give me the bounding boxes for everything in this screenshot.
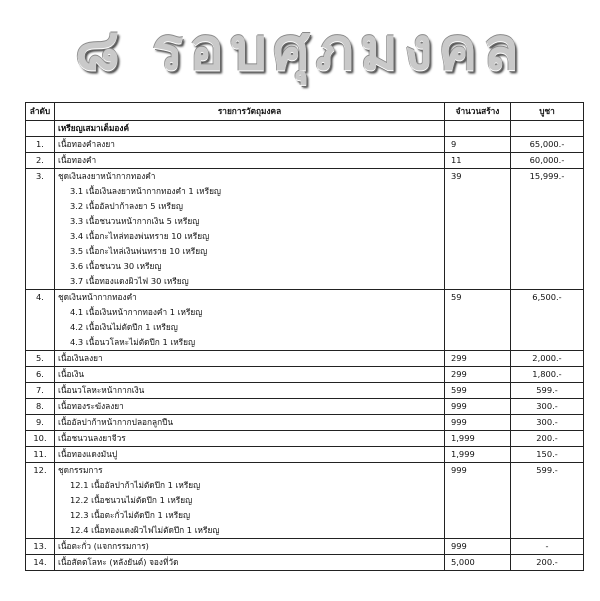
row-number: 1. <box>26 137 55 153</box>
row-number: 14. <box>26 555 55 571</box>
item-name: เนื้อเงิน <box>58 369 85 379</box>
row-quantity: 299 <box>445 367 511 383</box>
row-number: 10. <box>26 431 55 447</box>
row-item <box>55 153 445 169</box>
row-quantity: 1,999 <box>445 431 511 447</box>
header-item: รายการวัตถุมงคล <box>55 103 445 121</box>
row-number: 9. <box>26 415 55 431</box>
row-price: 200.- <box>511 555 584 571</box>
sub-item: 3.2 เนื้ออัลปาก้าลงยา 5 เหรียญ <box>70 201 183 211</box>
table-row <box>26 169 584 290</box>
item-name: เนื้อเงินลงยา <box>58 353 103 363</box>
item-name: ชุดกรรมการ <box>58 465 103 475</box>
row-price: 1,800.- <box>511 367 584 383</box>
table-body <box>26 121 584 571</box>
header-price: บูชา <box>511 103 584 121</box>
sub-item: 3.7 เนื้อทองแดงผิวไฟ 30 เหรียญ <box>70 276 189 286</box>
header-no: ลำดับ <box>26 103 55 121</box>
row-item <box>55 367 445 383</box>
item-name: ชุดเงินลงยาหน้ากากทองคำ <box>58 171 156 181</box>
table-row <box>26 383 584 399</box>
item-name: เนื้อตะกั่ว (แจกกรรมการ) <box>58 541 149 551</box>
row-quantity: 59 <box>445 290 511 351</box>
table-row <box>26 539 584 555</box>
row-quantity: 1,999 <box>445 447 511 463</box>
group-label: เหรียญเสมาเต็มองค์ <box>55 121 445 137</box>
header-qty: จำนวนสร้าง <box>445 103 511 121</box>
row-item <box>55 463 445 539</box>
sub-item: 3.6 เนื้อชนวน 30 เหรียญ <box>70 261 162 271</box>
row-number: 3. <box>26 169 55 290</box>
sub-item: 12.1 เนื้ออัลปาก้าไม่ตัดปีก 1 เหรียญ <box>70 480 201 490</box>
row-item <box>55 447 445 463</box>
table-row <box>26 137 584 153</box>
row-number: 4. <box>26 290 55 351</box>
sub-item: 12.4 เนื้อทองแดงผิวไฟไม่ตัดปีก 1 เหรียญ <box>70 525 220 535</box>
row-price: 300.- <box>511 415 584 431</box>
table-row <box>26 367 584 383</box>
row-number: 11. <box>26 447 55 463</box>
row-price: 65,000.- <box>511 137 584 153</box>
row-quantity: 9 <box>445 137 511 153</box>
sub-item: 3.4 เนื้อกะไหล่ทองพ่นทราย 10 เหรียญ <box>70 231 210 241</box>
page-title: ๘ รอบศุภมงคล <box>75 15 525 83</box>
table-row <box>26 447 584 463</box>
table-row <box>26 290 584 351</box>
row-item <box>55 415 445 431</box>
row-number: 8. <box>26 399 55 415</box>
item-name: เนื้อทองระฆังลงยา <box>58 401 124 411</box>
item-name: เนื้อชนวนลงยาจีวร <box>58 433 126 443</box>
row-price: 599.- <box>511 383 584 399</box>
row-quantity: 599 <box>445 383 511 399</box>
row-item <box>55 539 445 555</box>
row-price: 15,999.- <box>511 169 584 290</box>
item-name: เนื้อสัตตโลหะ (หลังยันต์) จองที่วัด <box>58 557 179 567</box>
item-name: ชุดเงินหน้ากากทองคำ <box>58 292 137 302</box>
item-name: เนื้อทองคำลงยา <box>58 139 115 149</box>
row-price: - <box>511 539 584 555</box>
row-price: 150.- <box>511 447 584 463</box>
item-name: เนื้อนวโลหะหน้ากากเงิน <box>58 385 145 395</box>
table-row <box>26 153 584 169</box>
row-quantity: 11 <box>445 153 511 169</box>
item-name: เนื้ออัลปาก้าหน้ากากปลอกลูกปืน <box>58 417 174 427</box>
row-price: 300.- <box>511 399 584 415</box>
row-number: 2. <box>26 153 55 169</box>
sub-item: 3.1 เนื้อเงินลงยาหน้ากากทองคำ 1 เหรียญ <box>70 186 222 196</box>
row-quantity: 299 <box>445 351 511 367</box>
row-quantity: 5,000 <box>445 555 511 571</box>
table-header-row <box>26 103 584 121</box>
amulet-table <box>25 102 584 571</box>
sub-item: 12.2 เนื้อชนวนไม่ตัดปีก 1 เหรียญ <box>70 495 193 505</box>
table-row <box>26 351 584 367</box>
row-quantity: 999 <box>445 415 511 431</box>
row-number: 13. <box>26 539 55 555</box>
row-item <box>55 383 445 399</box>
sub-item: 4.1 เนื้อเงินหน้ากากทองคำ 1 เหรียญ <box>70 307 203 317</box>
sub-item: 3.3 เนื้อชนวนหน้ากากเงิน 5 เหรียญ <box>70 216 200 226</box>
row-price: 599.- <box>511 463 584 539</box>
table-row <box>26 555 584 571</box>
sub-item: 4.2 เนื้อเงินไม่ตัดปีก 1 เหรียญ <box>70 322 178 332</box>
row-item <box>55 169 445 290</box>
row-number: 7. <box>26 383 55 399</box>
table-row <box>26 431 584 447</box>
row-item <box>55 351 445 367</box>
row-item <box>55 290 445 351</box>
row-quantity: 999 <box>445 399 511 415</box>
row-number: 5. <box>26 351 55 367</box>
row-price: 6,500.- <box>511 290 584 351</box>
sub-item: 3.5 เนื้อกะไหล่เงินพ่นทราย 10 เหรียญ <box>70 246 208 256</box>
row-number: 12. <box>26 463 55 539</box>
row-item <box>55 555 445 571</box>
row-price: 200.- <box>511 431 584 447</box>
table-row <box>26 415 584 431</box>
row-number: 6. <box>26 367 55 383</box>
table-row <box>26 399 584 415</box>
table-row <box>26 463 584 539</box>
row-item <box>55 137 445 153</box>
sub-item: 12.3 เนื้อตะกั่วไม่ตัดปีก 1 เหรียญ <box>70 510 191 520</box>
row-quantity: 999 <box>445 463 511 539</box>
row-quantity: 999 <box>445 539 511 555</box>
row-item <box>55 431 445 447</box>
row-price: 2,000.- <box>511 351 584 367</box>
row-price: 60,000.- <box>511 153 584 169</box>
row-quantity: 39 <box>445 169 511 290</box>
item-name: เนื้อทองคำ <box>58 155 97 165</box>
row-item <box>55 399 445 415</box>
sub-item: 4.3 เนื้อนวโลหะไม่ตัดปีก 1 เหรียญ <box>70 337 196 347</box>
item-name: เนื้อทองแดงมันปู <box>58 449 118 459</box>
group-row <box>26 121 584 137</box>
